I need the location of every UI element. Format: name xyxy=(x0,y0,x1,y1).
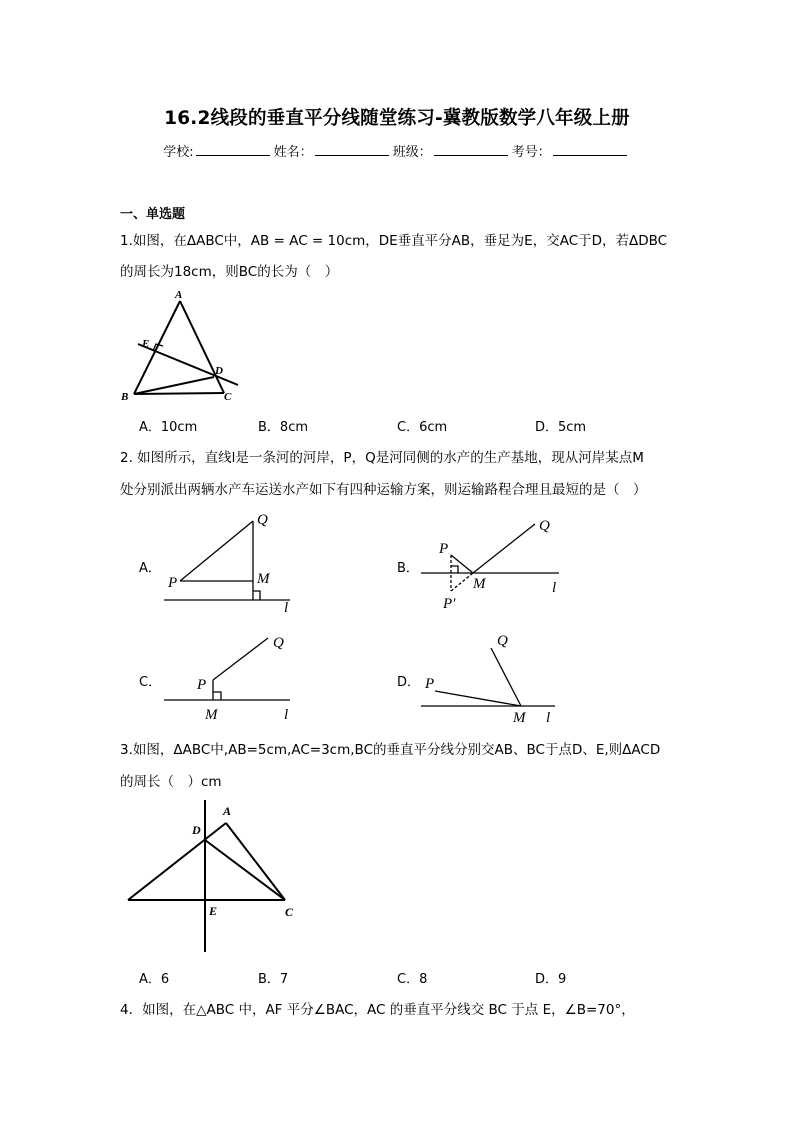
q2b-label-l: l xyxy=(552,580,557,596)
q2-option-b[interactable]: B． xyxy=(397,561,419,576)
q3-label-a: A xyxy=(223,804,232,818)
q2a-label-m: M xyxy=(257,571,270,587)
q3-option-a[interactable]: A．6 xyxy=(139,972,170,987)
school-label: 学校: xyxy=(163,145,194,160)
q2b-dashed-pm xyxy=(451,573,473,591)
q3-option-b[interactable]: B．7 xyxy=(258,972,289,987)
school-blank[interactable] xyxy=(196,143,270,156)
name-label: 姓名： xyxy=(273,145,313,160)
q2c-label-m: M xyxy=(205,707,218,723)
page-title: 16.2线段的垂直平分线随堂练习-冀教版数学八年级上册 xyxy=(164,108,630,129)
q2a-label-p: P xyxy=(168,575,178,591)
q2-option-d[interactable]: D． xyxy=(397,675,421,690)
q2c-label-l: l xyxy=(284,707,289,723)
q2b-label-q: Q xyxy=(539,518,550,534)
q2b-line-mq xyxy=(473,524,535,573)
q1-label-e: E xyxy=(142,338,150,350)
q2-figure-a xyxy=(160,505,300,615)
q2d-label-q: Q xyxy=(497,633,508,649)
q1-figure xyxy=(118,286,248,406)
q2b-label-m: M xyxy=(473,576,486,592)
q2d-label-l: l xyxy=(546,710,551,726)
q1-label-d: D xyxy=(215,365,223,377)
q3-label-c: C xyxy=(285,905,294,919)
q2d-line-pm xyxy=(435,691,521,706)
q3-text-line1: 3.如图，ΔABC中,AB=5cm,AC=3cm,BC的垂直平分线分别交AB、BC于点D、E,则ΔACD xyxy=(120,742,661,758)
q2c-label-q: Q xyxy=(273,635,284,651)
q2a-right-angle-mark xyxy=(253,591,260,600)
q2d-label-p: P xyxy=(425,676,435,692)
q2-figure-c xyxy=(160,628,300,728)
section-heading: 一、单选题 xyxy=(120,207,186,222)
q1-option-d[interactable]: D．5cm xyxy=(535,420,587,435)
q2-text-line1: 2. 如图所示，直线l是一条河的河岸，P，Q是河同侧的水产的生产基地，现从河岸某点M xyxy=(120,450,644,466)
q1-label-a: A xyxy=(175,289,183,301)
q3-line-ba xyxy=(128,823,226,900)
class-label: 班级： xyxy=(392,145,432,160)
number-blank[interactable] xyxy=(553,143,627,156)
q3-label-e: E xyxy=(209,904,218,918)
q4-text-line1: 4．如图，在△ABC 中，AF 平分∠BAC，AC 的垂直平分线交 BC 于点 E，∠B=70°， xyxy=(120,1002,635,1018)
q2d-label-m: M xyxy=(513,710,526,726)
q1-option-a[interactable]: A．10cm xyxy=(139,420,198,435)
q3-text-line2: 的周长（ ）cm xyxy=(120,774,222,790)
q2-figure-d xyxy=(415,624,575,729)
q2b-right-angle-mark xyxy=(451,566,458,573)
q2b-label-p: P xyxy=(439,541,449,557)
q2a-line-pq xyxy=(180,521,253,581)
q2-option-c[interactable]: C． xyxy=(139,675,162,690)
q1-label-b: B xyxy=(121,391,129,403)
q1-option-b[interactable]: B．8cm xyxy=(258,420,309,435)
q3-option-d[interactable]: D．9 xyxy=(535,972,567,987)
q2b-label-p-prime: P′ xyxy=(443,596,456,612)
q2-option-a[interactable]: A． xyxy=(139,561,161,576)
student-info-line xyxy=(0,141,794,160)
class-blank[interactable] xyxy=(434,143,508,156)
name-blank[interactable] xyxy=(315,143,389,156)
q2d-line-qm xyxy=(491,648,521,706)
q3-label-d: D xyxy=(192,823,201,837)
q2c-right-angle-mark xyxy=(213,692,221,700)
number-label: 考号： xyxy=(511,145,551,160)
q2c-label-p: P xyxy=(197,677,207,693)
q1-option-c[interactable]: C．6cm xyxy=(397,420,448,435)
q2c-line-pq xyxy=(213,638,268,680)
q2a-label-q: Q xyxy=(257,512,268,528)
q1-line-ab xyxy=(134,301,180,394)
q2b-line-pm xyxy=(451,555,473,573)
q1-label-c: C xyxy=(224,391,232,403)
q1-text-line1: 1.如图，在ΔABC中，AB = AC = 10cm，DE垂直平分AB，垂足为E，交AC于D，若ΔDBC xyxy=(120,233,668,249)
q2a-label-l: l xyxy=(284,600,289,615)
q1-line-bd xyxy=(134,377,214,394)
q3-figure xyxy=(120,798,300,956)
q2-text-line2: 处分别派出两辆水产车运送水产如下有四种运输方案，则运输路程合理且最短的是（ ） xyxy=(120,482,647,498)
q1-line-bc xyxy=(134,393,224,394)
q3-option-c[interactable]: C．8 xyxy=(397,972,428,987)
q2-figure-b xyxy=(415,505,575,615)
q1-text-line2: 的周长为18cm，则BC的长为（ ） xyxy=(120,264,339,280)
